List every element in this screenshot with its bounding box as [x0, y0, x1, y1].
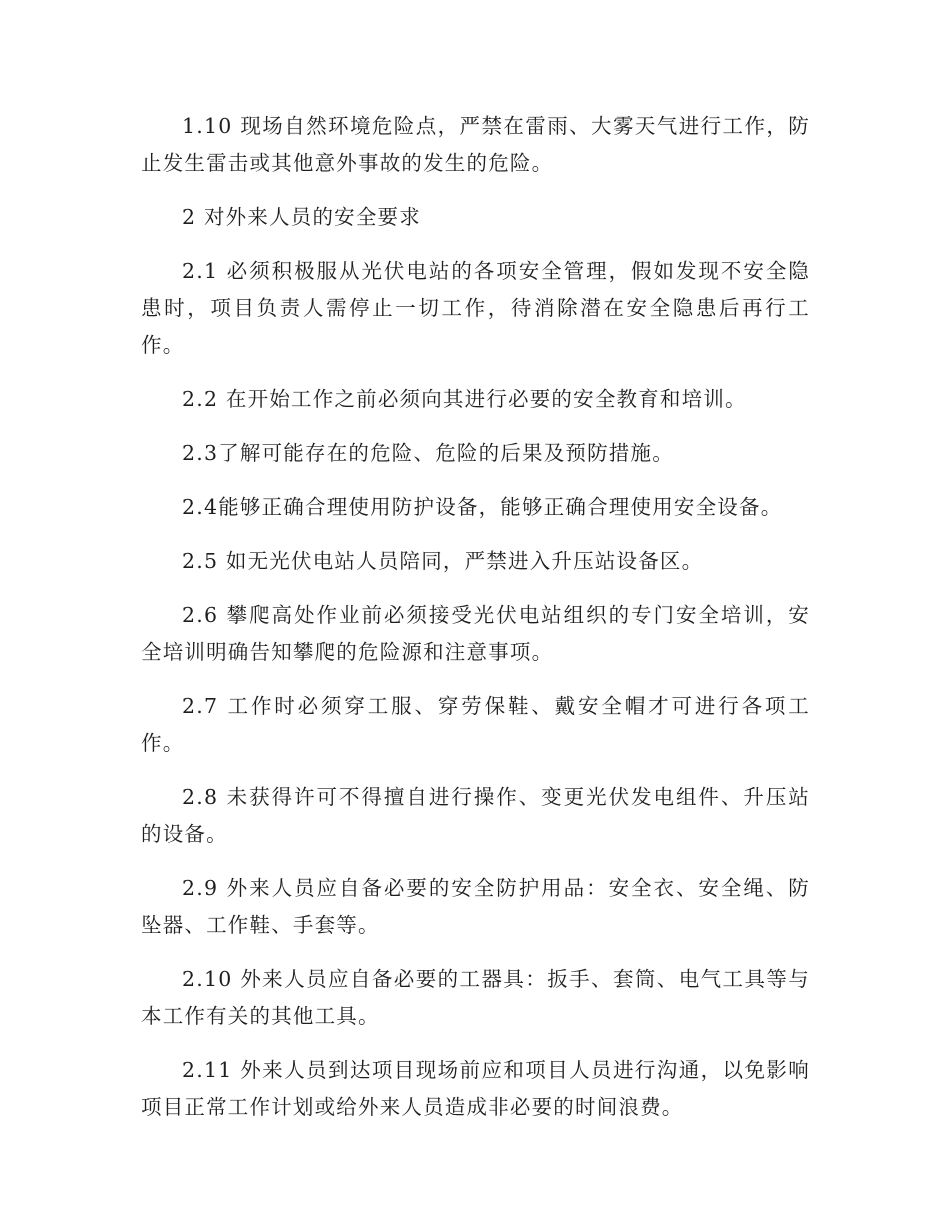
paragraph-2-3: 2.3了解可能存在的危险、危险的后果及预防措施。	[182, 441, 674, 465]
paragraph-2-11: 2.11 外来人员到达项目现场前应和项目人员进行沟通，以免影响项目正常工作计划或给外来人员造成非必要的时间浪费。	[141, 1058, 810, 1119]
paragraph-2-1: 2.1 必须积极服从光伏电站的各项安全管理，假如发现不安全隐患时，项目负责人需停止一切工作，待消除潜在安全隐患后再行工作。	[141, 259, 810, 357]
paragraph-2-8: 2.8 未获得许可不得擅自进行操作、变更光伏发电组件、升压站的设备。	[141, 785, 810, 846]
paragraph-2-10: 2.10 外来人员应自备必要的工器具：扳手、套筒、电气工具等与本工作有关的其他工具。	[141, 967, 810, 1028]
paragraph-2-6: 2.6 攀爬高处作业前必须接受光伏电站组织的专门安全培训，安全培训明确告知攀爬的危险源和注意事项。	[141, 603, 810, 664]
paragraph-2-2: 2.2 在开始工作之前必须向其进行必要的安全教育和培训。	[182, 387, 747, 411]
section-heading-2: 2 对外来人员的安全要求	[182, 205, 421, 229]
paragraph-2-9: 2.9 外来人员应自备必要的安全防护用品：安全衣、安全绳、防坠器、工作鞋、手套等。	[141, 876, 810, 937]
paragraph-1-10: 1.10 现场自然环境危险点，严禁在雷雨、大雾天气进行工作，防止发生雷击或其他意外事故的发生的危险。	[141, 114, 810, 175]
paragraph-2-4: 2.4能够正确合理使用防护设备，能够正确合理使用安全设备。	[182, 495, 783, 519]
paragraph-2-5: 2.5 如无光伏电站人员陪同，严禁进入升压站设备区。	[182, 549, 704, 573]
paragraph-2-7: 2.7 工作时必须穿工服、穿劳保鞋、戴安全帽才可进行各项工作。	[141, 694, 810, 755]
